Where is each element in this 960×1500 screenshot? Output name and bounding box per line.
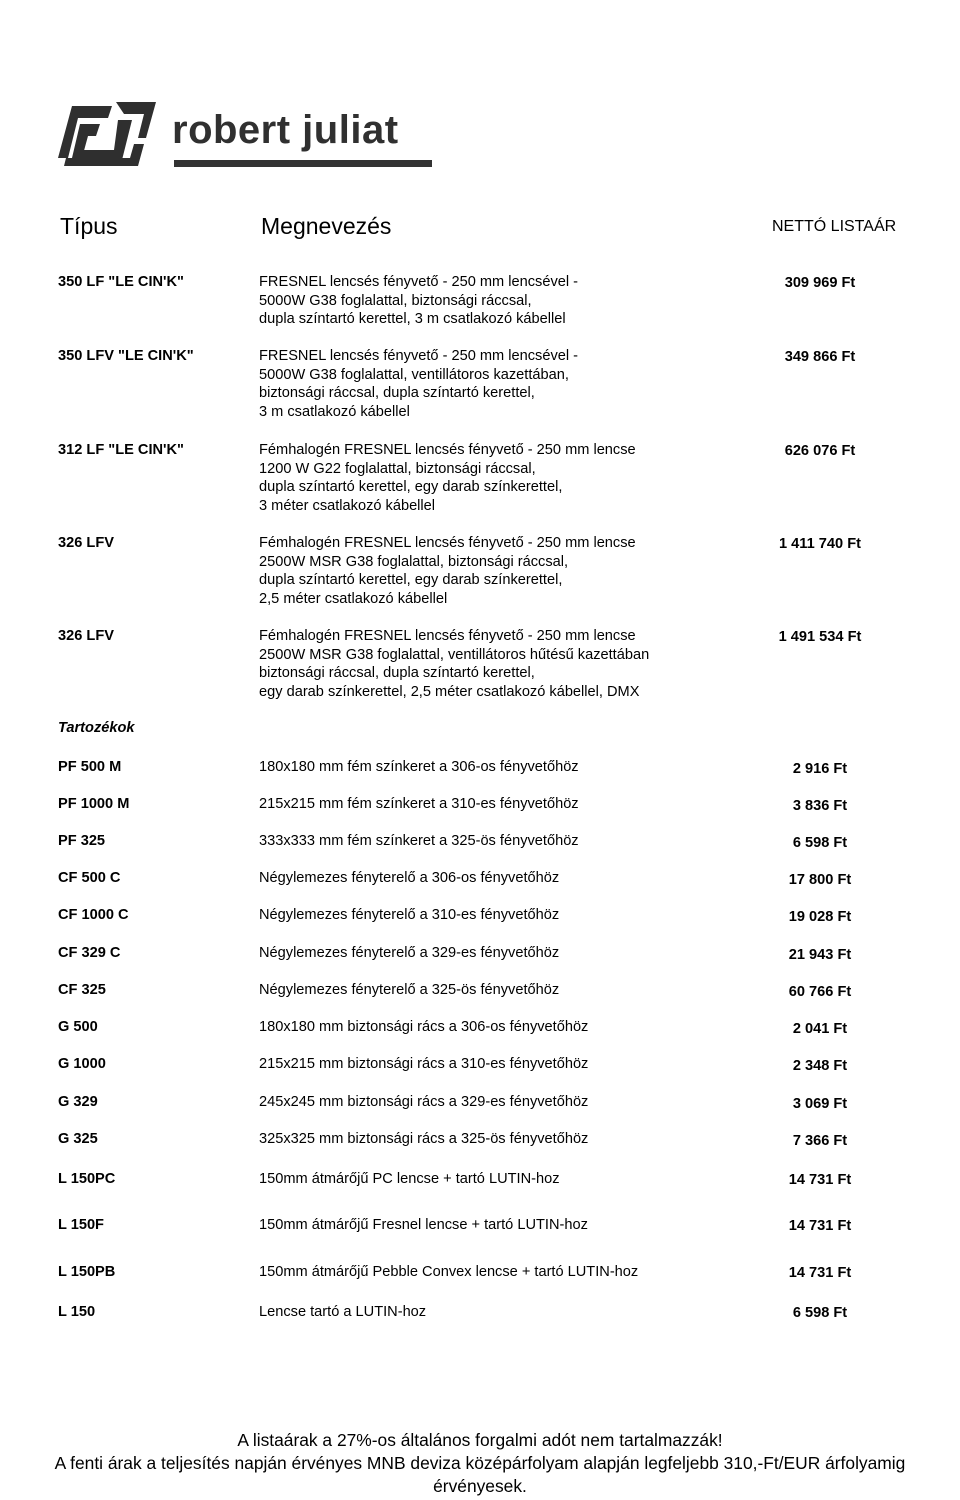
accessory-type: G 1000 xyxy=(58,1056,106,1072)
description-line: dupla színtartó kerettel, 3 m csatlakozó kábellel xyxy=(259,311,566,328)
accessory-type: CF 1000 C xyxy=(58,907,129,923)
rj-monogram-icon xyxy=(58,98,168,178)
description-line: 2,5 méter csatlakozó kábellel xyxy=(259,591,448,608)
accessory-type: PF 325 xyxy=(58,833,106,849)
accessory-price: 14 731 Ft xyxy=(788,1172,852,1188)
accessory-description: Lencse tartó a LUTIN-hoz xyxy=(259,1304,427,1320)
accessory-price: 2 041 Ft xyxy=(792,1021,848,1037)
accessory-description: 215x215 mm fém színkeret a 310-es fényvetőhöz xyxy=(259,796,579,812)
brand-name: robert juliat xyxy=(172,108,399,152)
accessory-price: 6 598 Ft xyxy=(792,835,848,851)
accessory-price: 6 598 Ft xyxy=(792,1305,848,1321)
product-price: 1 491 534 Ft xyxy=(778,629,862,645)
accessory-type: CF 329 C xyxy=(58,945,121,961)
product-price: 1 411 740 Ft xyxy=(779,536,861,552)
description-line: Fémhalogén FRESNEL lencsés fényvető - 250 mm lencse xyxy=(259,628,636,644)
product-price: 349 866 Ft xyxy=(784,349,856,365)
description-line: 2500W MSR G38 foglalattal, biztonsági ráccsal, xyxy=(259,553,569,570)
accessory-description: Négylemezes fényterelő a 306-os fényvetőhöz xyxy=(259,870,560,886)
description-line: biztonsági ráccsal, dupla színtartó kerettel, xyxy=(259,385,535,402)
description-line: 5000W G38 foglalattal, biztonsági ráccsal, xyxy=(259,292,532,309)
accessory-price: 7 366 Ft xyxy=(792,1133,848,1149)
logo-underline xyxy=(174,160,432,167)
document-date: 2013. március xyxy=(403,28,557,54)
accessory-price: 2 348 Ft xyxy=(792,1058,848,1074)
accessory-description: 325x325 mm biztonsági rács a 325-ös fényvetőhöz xyxy=(259,1131,589,1147)
description-line: egy darab színkerettel, 2,5 méter csatlakozó kábellel, DMX xyxy=(259,684,640,701)
vat-note: A listaárak a 27%-os általános forgalmi adót nem tartalmazzák! xyxy=(237,1430,723,1450)
product-description xyxy=(259,273,759,329)
exchange-rate-note-end: érvényesek. xyxy=(433,1476,527,1496)
accessory-description: 150mm átmárőjű Pebble Convex lencse + tartó LUTIN-hoz xyxy=(259,1264,639,1280)
accessory-description: Négylemezes fényterelő a 325-ös fényvetőhöz xyxy=(259,982,560,998)
accessory-type: PF 500 M xyxy=(58,759,122,775)
column-header-name: Megnevezés xyxy=(261,213,392,239)
accessory-price: 2 916 Ft xyxy=(792,761,848,777)
description-line: 3 m csatlakozó kábellel xyxy=(259,404,410,421)
product-type: 326 LFV xyxy=(58,535,114,551)
accessory-description: 150mm átmárőjű Fresnel lencse + tartó LUTIN-hoz xyxy=(259,1217,588,1233)
description-line: 1200 W G22 foglalattal, biztonsági ráccsal, xyxy=(259,460,536,477)
accessory-description: Négylemezes fényterelő a 329-es fényvetőhöz xyxy=(259,945,560,961)
accessory-type: G 329 xyxy=(58,1094,98,1110)
accessory-price: 14 731 Ft xyxy=(788,1218,852,1234)
product-description xyxy=(259,347,759,422)
accessory-type: CF 500 C xyxy=(58,870,121,886)
accessory-description: 215x215 mm biztonsági rács a 310-es fényvetőhöz xyxy=(259,1056,589,1072)
accessory-price: 17 800 Ft xyxy=(788,872,852,888)
accessory-type: G 325 xyxy=(58,1131,98,1147)
accessory-description: 333x333 mm fém színkeret a 325-ös fényvetőhöz xyxy=(259,833,579,849)
accessory-type: L 150 xyxy=(58,1304,96,1320)
description-line: Fémhalogén FRESNEL lencsés fényvető - 250 mm lencse xyxy=(259,442,636,458)
accessory-price: 14 731 Ft xyxy=(788,1265,852,1281)
product-description xyxy=(259,627,759,702)
description-line: dupla színtartó kerettel, egy darab színkerettel, xyxy=(259,479,563,496)
description-line: FRESNEL lencsés fényvető - 250 mm lencsével - xyxy=(259,274,579,290)
product-price: 626 076 Ft xyxy=(784,443,856,459)
description-line: biztonsági ráccsal, dupla színtartó kerettel, xyxy=(259,665,535,682)
accessories-heading: Tartozékok xyxy=(58,720,135,736)
accessory-price: 19 028 Ft xyxy=(788,909,852,925)
accessory-price: 3 836 Ft xyxy=(792,798,848,814)
accessory-type: G 500 xyxy=(58,1019,98,1035)
product-type: 350 LFV "LE CIN'K" xyxy=(58,348,194,364)
description-line: dupla színtartó kerettel, egy darab színkerettel, xyxy=(259,572,563,589)
product-type: 312 LF "LE CIN'K" xyxy=(58,442,184,458)
accessory-description: 245x245 mm biztonsági rács a 329-es fényvetőhöz xyxy=(259,1094,589,1110)
accessory-type: PF 1000 M xyxy=(58,796,130,812)
column-header-type: Típus xyxy=(60,213,118,239)
description-line: 5000W G38 foglalattal, ventillátoros kazettában, xyxy=(259,366,569,383)
accessory-type: CF 325 xyxy=(58,982,106,998)
accessory-description: 180x180 mm fém színkeret a 306-os fényvetőhöz xyxy=(259,759,579,775)
accessory-description: 150mm átmárőjű PC lencse + tartó LUTIN-hoz xyxy=(259,1171,560,1187)
product-description xyxy=(259,441,759,516)
accessory-description: 180x180 mm biztonsági rács a 306-os fényvetőhöz xyxy=(259,1019,589,1035)
accessory-description: Négylemezes fényterelő a 310-es fényvetőhöz xyxy=(259,907,560,923)
accessory-type: L 150PC xyxy=(58,1171,116,1187)
product-type: 326 LFV xyxy=(58,628,114,644)
description-line: FRESNEL lencsés fényvető - 250 mm lencsével - xyxy=(259,348,579,364)
product-type: 350 LF "LE CIN'K" xyxy=(58,274,184,290)
document-title: LISYS Fényrendszer Zrt. fénytechnikai termékeinek árlistája xyxy=(210,0,750,21)
column-header-price: NETTÓ LISTAÁR xyxy=(772,218,897,235)
description-line: Fémhalogén FRESNEL lencsés fényvető - 250 mm lencse xyxy=(259,535,636,551)
product-description xyxy=(259,534,759,609)
accessory-price: 21 943 Ft xyxy=(788,947,852,963)
exchange-rate-note: A fenti árak a teljesítés napján érvényes MNB deviza középárfolyam alapján legfeljebb 310,-Ft/EUR árfolyamig xyxy=(54,1453,906,1473)
accessory-price: 3 069 Ft xyxy=(792,1096,848,1112)
description-line: 2500W MSR G38 foglalattal, ventillátoros hűtésű kazettában xyxy=(259,646,650,663)
robert-juliat-logo xyxy=(58,98,438,178)
description-line: 3 méter csatlakozó kábellel xyxy=(259,498,436,515)
accessory-type: L 150F xyxy=(58,1217,104,1233)
accessory-type: L 150PB xyxy=(58,1264,116,1280)
accessory-price: 60 766 Ft xyxy=(788,984,852,1000)
product-price: 309 969 Ft xyxy=(784,275,856,291)
